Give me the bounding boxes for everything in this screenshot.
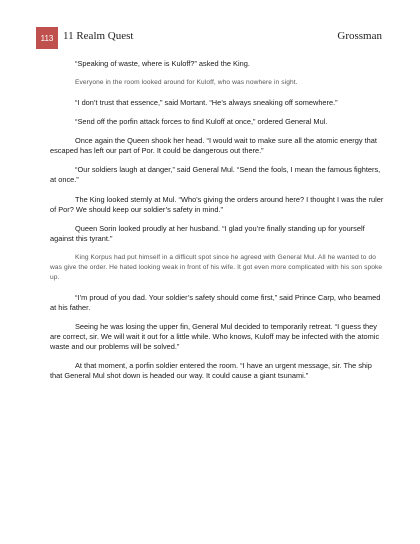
paragraph: “Speaking of waste, where is Kuloff?” asked the King. — [75, 59, 250, 68]
paragraph: “I don’t trust that essence,” said Mortant. “He’s always sneaking off somewhere.” — [75, 97, 338, 107]
header-title: 11 Realm Quest — [63, 30, 134, 42]
paragraph: Once again the Queen shook her head. “I would wait to make sure all the atomic energy that escaped has left our part of Por. It could be dangerous out there.” — [50, 136, 377, 156]
paragraph: “Our soldiers laugh at danger,” said General Mul. “Send the fools, I mean the famous fighters, at once.” — [50, 165, 381, 185]
paragraph: Seeing he was losing the upper fin, General Mul decided to temporarily retreat. “I guess they are correct, sir. We will wait it out for a little while. Who knows, Kuloff may be infected with the atomic waste and our problems will be solved.” — [50, 321, 380, 351]
paragraph: “Send off the porfin attack forces to find Kuloff at once,” ordered General Mul. — [75, 116, 328, 126]
paragraph: Queen Sorin looked proudly at her husband. “I glad you’re finally standing up for yourself against this tyrant.” — [50, 224, 365, 244]
body-text — [50, 59, 386, 391]
page-number-badge: 113 — [36, 27, 58, 49]
paragraph: “I’m proud of you dad. Your soldier’s safety should come first,” said Prince Carp, who beamed at his father. — [50, 292, 381, 312]
header-author: Grossman — [337, 30, 382, 42]
paragraph: King Korpus had put himself in a difficult spot since he agreed with General Mul. All he wanted to do was give the order. He hated looking weak in front of his wife. It got even more complicated with his son spoke up. — [50, 254, 383, 282]
paragraph: Everyone in the room looked around for Kuloff, who was nowhere in sight. — [75, 79, 298, 87]
paragraph: At that moment, a porfin soldier entered the room. “I have an urgent message, sir. The ship that General Mul shot down is headed our way. It could cause a giant tsunami.” — [50, 361, 372, 381]
paragraph: The King looked sternly at Mul. “Who’s giving the orders around here? I thought I was the ruler of Por? We should keep our soldier’s safety in mind.” — [50, 194, 384, 214]
